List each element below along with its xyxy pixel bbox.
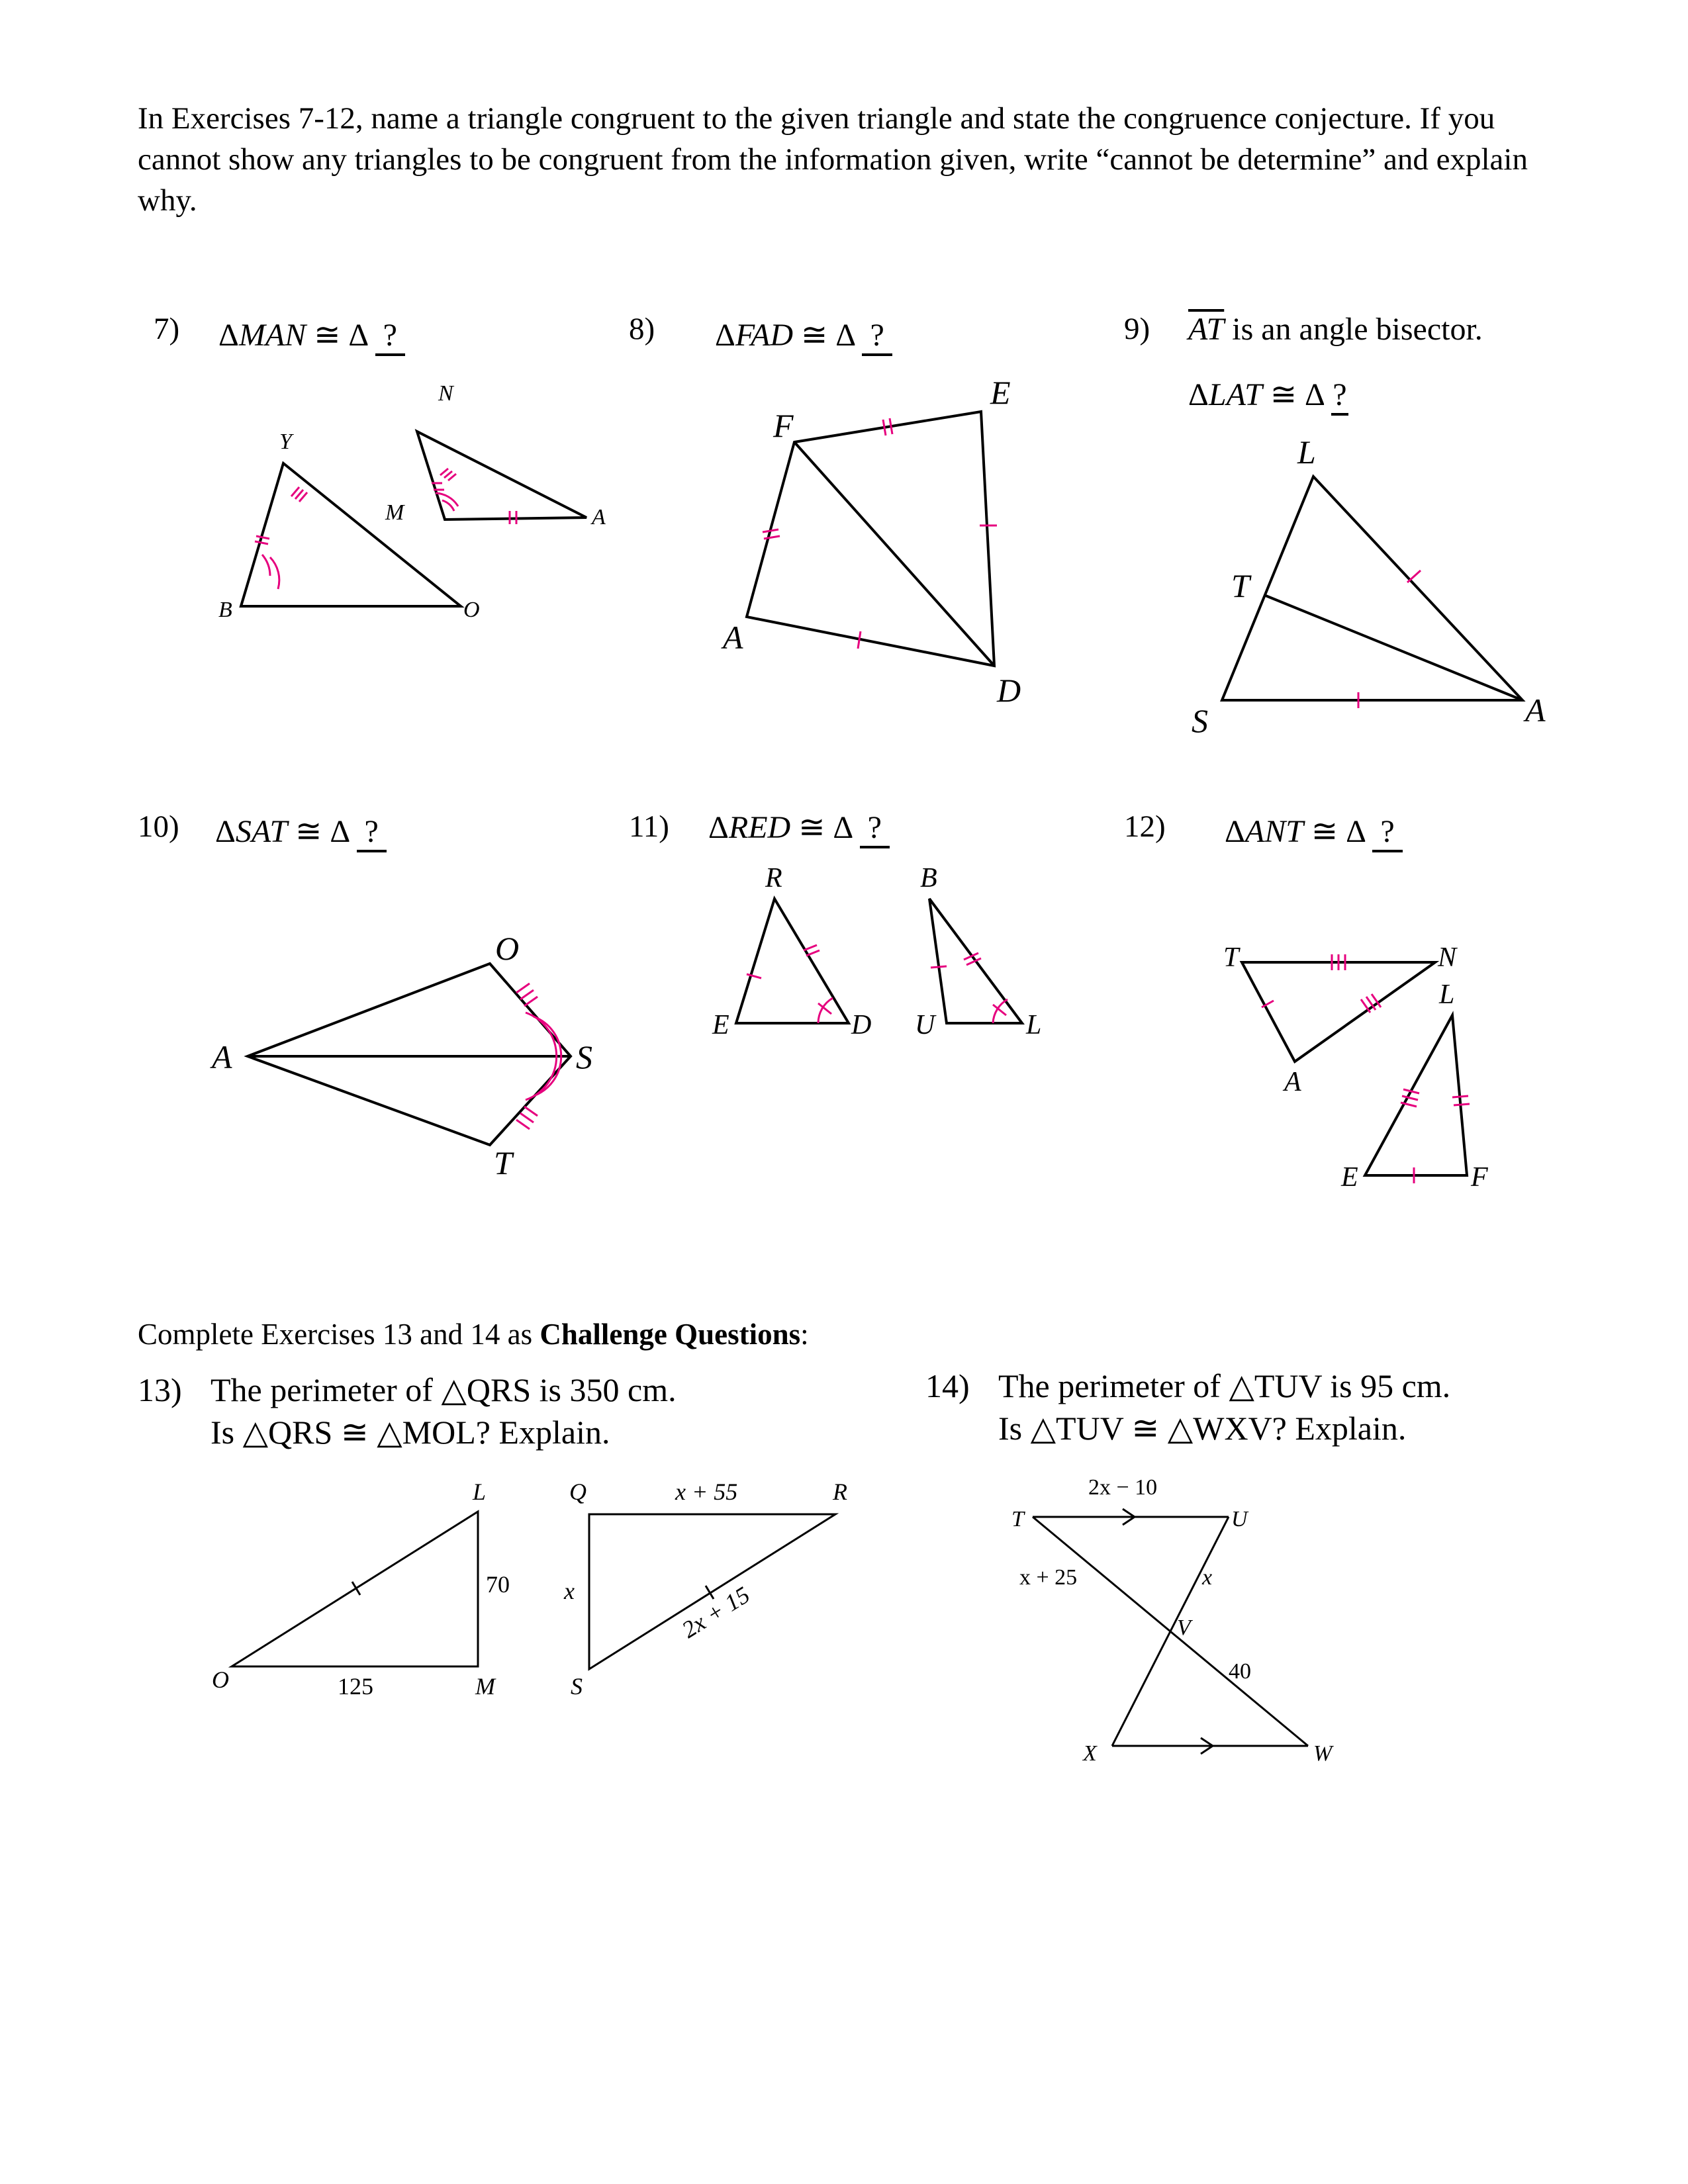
ex12-label-a: A [1284,1067,1301,1097]
ex11-answer-blank[interactable]: ? [860,809,890,848]
ex7-label-a: A [592,505,606,529]
ex11-given: RED [728,810,791,845]
ex10-label-o: O [495,930,520,967]
ex13-label-o: O [212,1666,229,1693]
ex11-number: 11) [629,809,669,844]
triangle-man [417,432,586,520]
ex12-label-l: L [1439,979,1455,1010]
ex14-number: 14) [925,1367,970,1404]
ex12-given: ANT [1244,814,1303,849]
ex12-answer-blank[interactable]: ? [1372,813,1402,852]
ex12-label-f: F [1471,1162,1488,1193]
ex11-label-l: L [1026,1010,1042,1040]
ex14-side-vw: 40 [1229,1659,1251,1684]
ex9-label-s: S [1192,702,1208,735]
triangle-ybo [241,463,461,606]
ex8-given: FAD [735,318,793,353]
ex8-label-e: E [990,374,1011,411]
ex11-label-e: E [712,1010,729,1040]
ex7-number: 7) [154,312,180,346]
ex14-side-tv: x + 25 [1019,1565,1078,1590]
triangle-symbol: Δ [218,318,239,353]
ex13-number: 13) [138,1371,182,1408]
congruent-symbol: ≅ [314,318,341,353]
ex14-side-tu: 2x − 10 [1088,1475,1158,1500]
ex13-line2: Is △QRS ≅ △MOL? Explain. [211,1414,610,1451]
ex14-label-v: V [1177,1615,1191,1640]
ex13-label-m: M [475,1673,495,1700]
ex9-label-a: A [1525,692,1546,729]
ex11-label-b: B [920,863,937,893]
ex13-side-lm: 70 [486,1571,510,1598]
ex7-statement [218,316,405,356]
ex13-label-r: R [833,1479,847,1505]
triangle-mol [232,1512,478,1666]
ex7-label-o: O [463,598,480,622]
ex9-label-t: T [1231,567,1250,604]
ex12-figure [1205,927,1536,1218]
ex10-given: SAT [235,814,288,849]
ex9-answer-blank[interactable]: ? [1331,377,1348,416]
ex12-statement: ΔANT ≅ Δ ? [1225,813,1403,852]
ex12-label-t: T [1223,942,1239,973]
ex12-number: 12) [1124,809,1166,844]
ex14-side-uv: x [1202,1565,1213,1590]
ex8-figure [715,371,1086,715]
ex13-label-q: Q [569,1479,586,1505]
ex13-side-qs: x [564,1578,575,1604]
ex13-side-rs: 2x + 15 [677,1581,755,1643]
ex11-statement: ΔRED ≅ Δ ? [708,809,890,848]
ex10-answer-blank[interactable]: ? [357,813,387,852]
ex9-question: ΔLAT ≅ Δ ? [1188,376,1348,416]
ex10-label-t: T [494,1144,512,1178]
ex7-answer-blank[interactable]: ? [375,317,405,356]
ex8-label-f: F [773,407,794,444]
triangle-symbol: Δ [348,318,367,353]
ex14-label-t: T [1011,1507,1024,1531]
triangle-qrs [589,1514,835,1669]
ex7-label-n: N [438,381,453,406]
ex7-given: MAN [238,318,306,353]
ex12-label-e: E [1341,1162,1358,1193]
ex8-label-a: A [723,619,743,656]
ex13-side-om: 125 [338,1673,373,1700]
ex14-label-x: X [1083,1741,1097,1766]
ex8-statement: ΔFAD ≅ Δ ? [715,316,892,356]
ex11-label-r: R [765,863,782,893]
ex9-given: LAT [1208,377,1262,412]
ex8-answer-blank[interactable]: ? [862,317,892,356]
ex7-label-m: M [385,500,404,525]
ex8-number: 8) [629,312,655,346]
ex9-label-l: L [1297,433,1316,471]
ex7-label-b: B [218,598,232,622]
ex14-line1: The perimeter of △TUV is 95 cm. [998,1367,1451,1404]
ex14-figure [993,1463,1403,1780]
ex10-label-s: S [576,1038,592,1075]
challenge-heading: Complete Exercises 13 and 14 as Challenge Questions: [138,1318,809,1351]
ex10-statement: ΔSAT ≅ Δ ? [215,813,387,852]
ex10-figure [205,927,616,1178]
ex14-label-u: U [1231,1507,1248,1531]
ex9-figure [1178,424,1575,735]
ex10-number: 10) [138,809,179,844]
ex13-figure [199,1476,900,1714]
ex7-figure [199,371,629,635]
ex9-segment: $\overline{AT}$ [1188,312,1225,347]
ex13-side-qr: x + 55 [675,1479,738,1505]
ex11-label-u: U [915,1010,935,1040]
ex13-label-s: S [571,1673,583,1700]
instructions: In Exercises 7-12, name a triangle congruent to the given triangle and state the congruence conjecture. If you cannot show any triangles to be congruent from the information given, write “cannot be determine” and explain why. [138,101,1528,218]
ex9-number: 9) [1124,312,1150,346]
ex12-label-n: N [1438,942,1457,973]
ex14-line2: Is △TUV ≅ △WXV? Explain. [998,1410,1407,1447]
ex11-label-d: D [851,1010,872,1040]
ex14-label-w: W [1313,1741,1333,1766]
ex13-line1: The perimeter of △QRS is 350 cm. [211,1371,677,1408]
ex10-label-a: A [212,1038,232,1075]
ex13-label-l: L [473,1479,487,1505]
ex7-label-y: Y [279,430,292,454]
ex9-statement: $\overline{AT}$ is an angle bisector. [1188,312,1483,347]
ex8-label-d: D [997,672,1021,709]
ex11-figure [702,860,1072,1059]
